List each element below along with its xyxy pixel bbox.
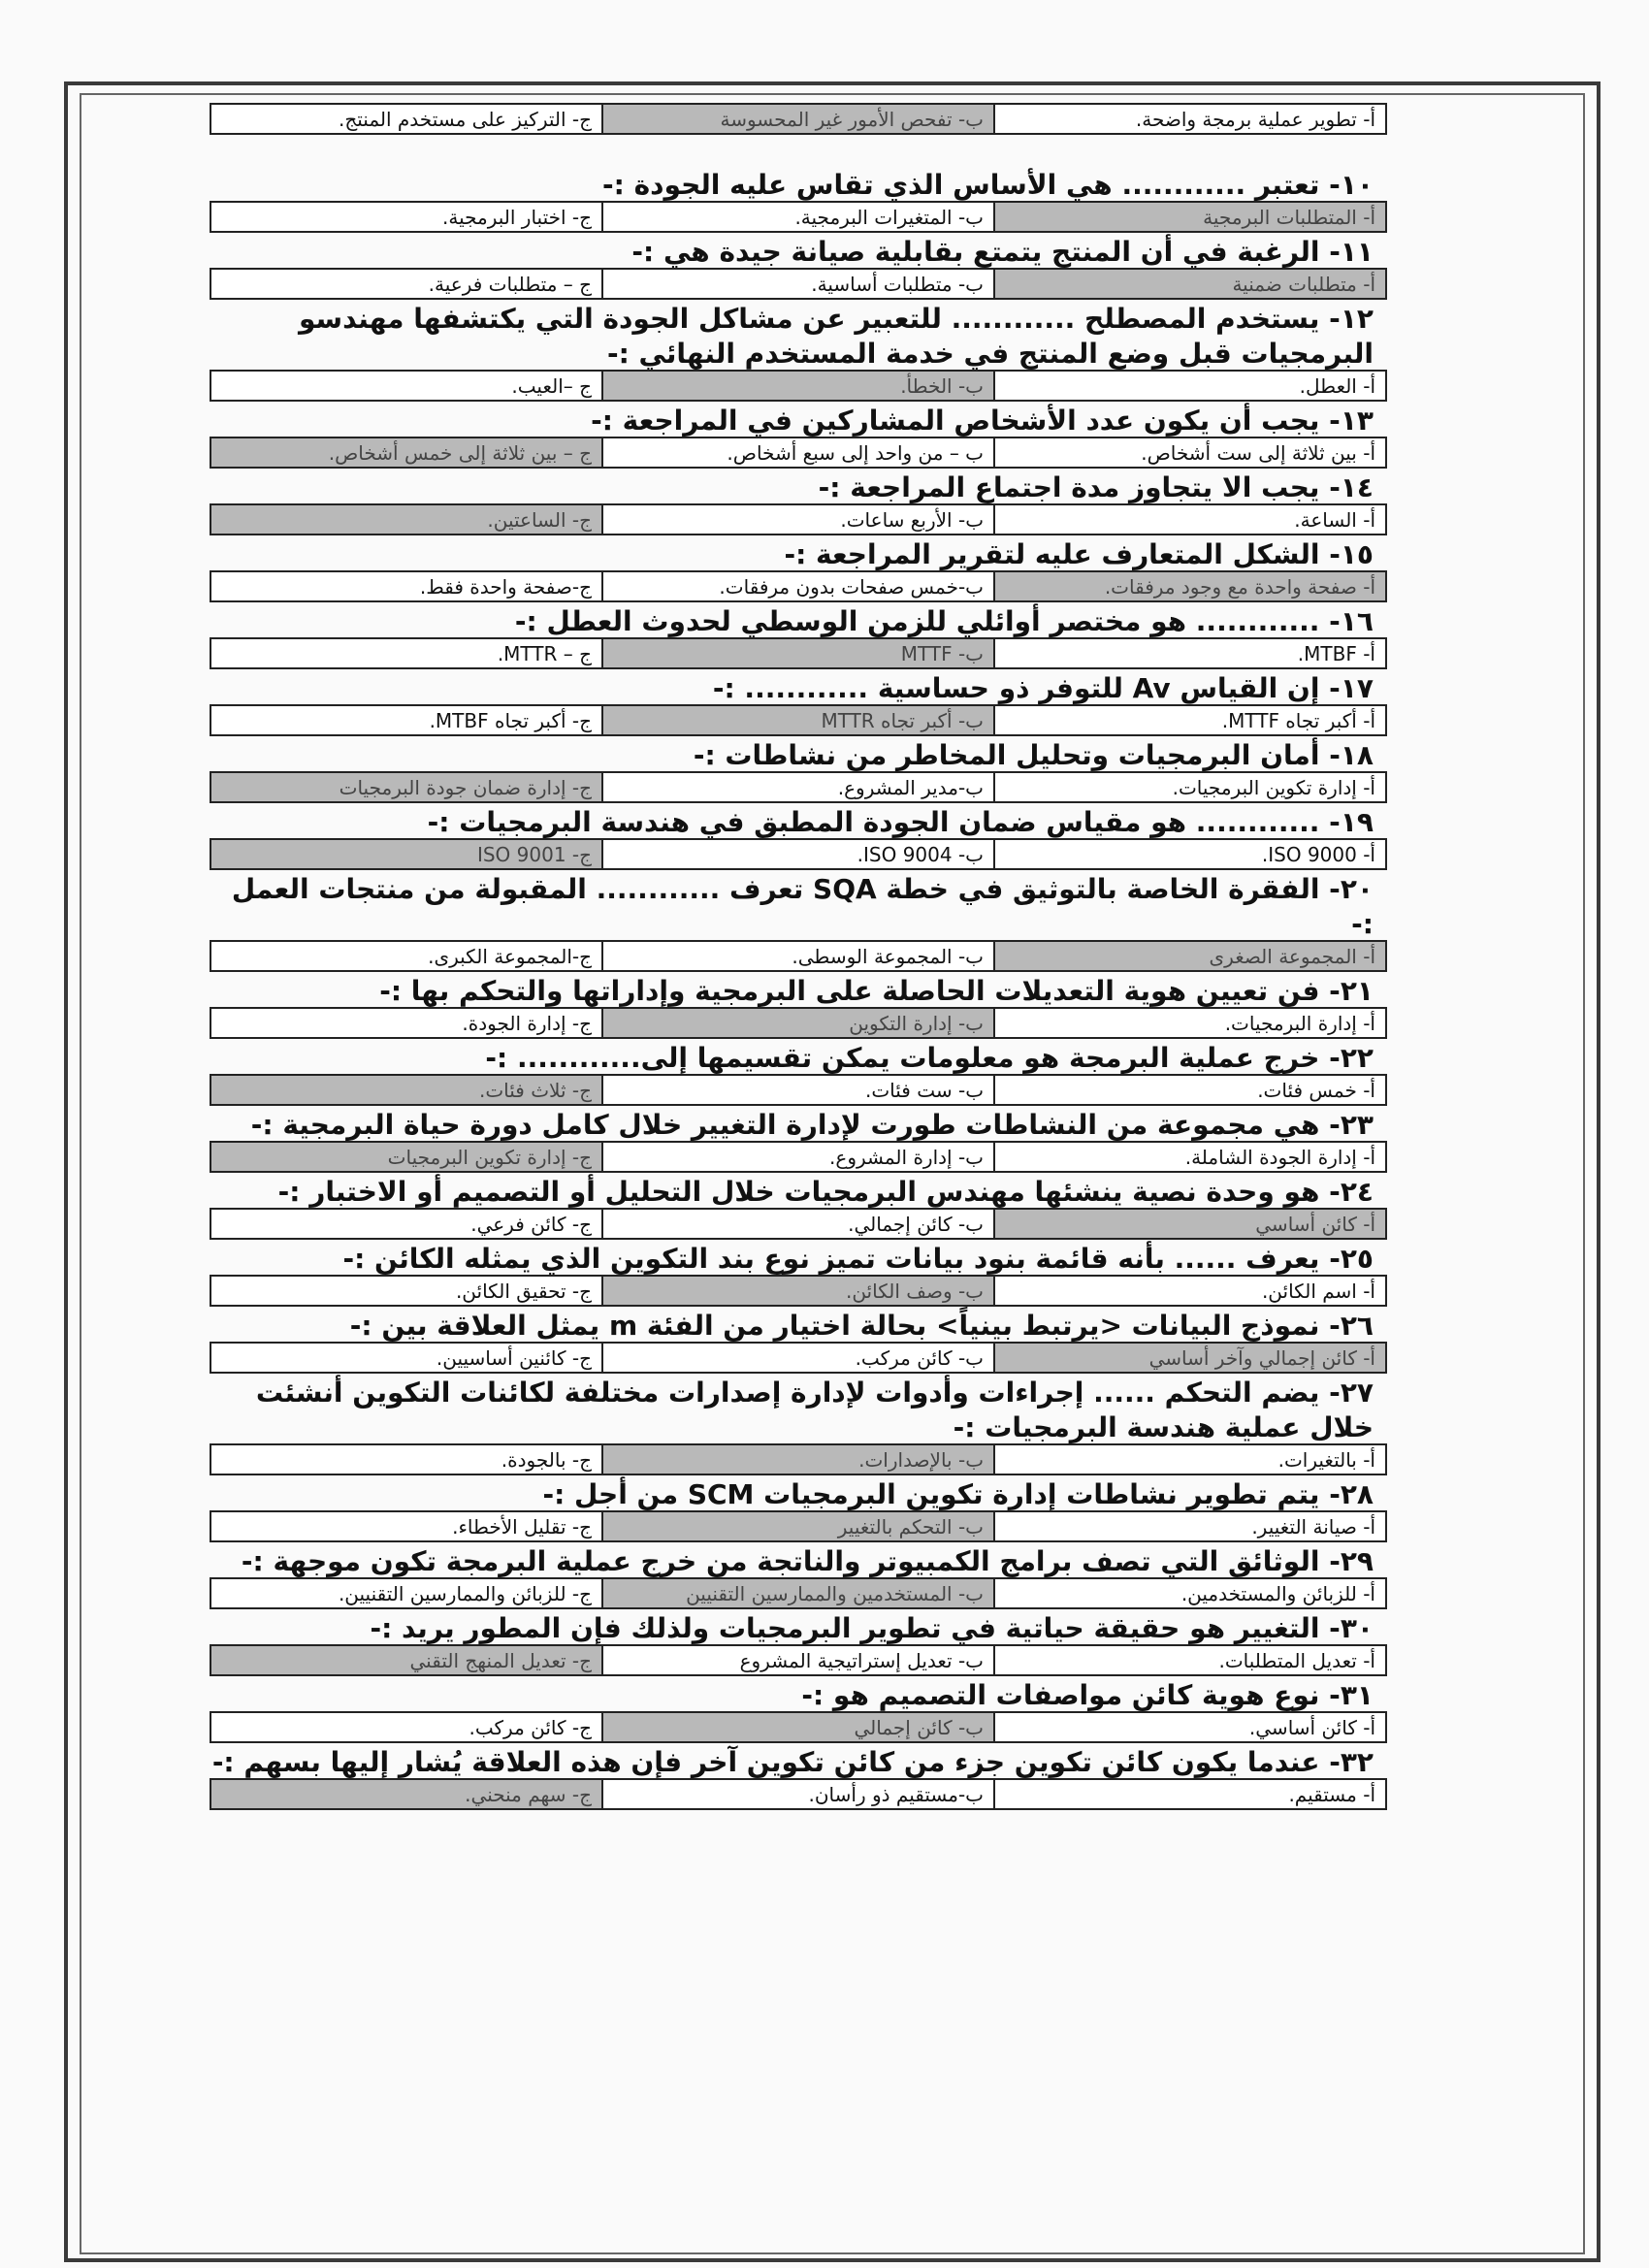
question-text: ٣٢- عندما يكون كائن تكوين جزء من كائن تكوين آخر فإن هذه العلاقة يُشار إليها بسهم :- [211,1746,1374,1778]
answer-option: ج –العيب. [210,370,603,402]
options-table [206,505,1387,535]
question-block [206,1307,1387,1374]
answer-option: أ- مستقيم. [993,1778,1387,1810]
answer-option-highlighted: ج- إدارة ضمان جودة البرمجيات [210,771,603,803]
answer-option: ج- كائنين أساسيين. [210,1342,603,1374]
answer-option: أ- إدارة الجودة الشاملة. [993,1141,1387,1173]
question-text: ٣١- نوع هوية كائن مواصفات التصميم هو :- [801,1679,1374,1711]
answer-option: أ- أكبر تجاه MTTF. [993,704,1387,736]
question-text: ٢٢- خرج عملية البرمجة هو معلومات يمكن تقسيمها إلى............ :- [485,1042,1374,1074]
options-table [206,270,1387,300]
answer-option: أ- بين ثلاثة إلى ست أشخاص. [993,437,1387,469]
answer-option-highlighted: ب- كائن إجمالي [601,1711,995,1743]
answer-option-highlighted: ب- تفحص الأمور غير المحسوسة [601,103,995,135]
question-block [206,1374,1387,1475]
answer-option: ب- المجموعة الوسطى. [601,940,995,972]
options-table [206,840,1387,870]
answer-option-highlighted: ب- الخطأ. [601,370,995,402]
options-table [206,1445,1387,1475]
spacer [206,135,1387,166]
answer-option: ج- التركيز على مستخدم المنتج. [210,103,603,135]
question-block [206,1240,1387,1307]
answer-option: أ- الساعة. [993,503,1387,535]
answer-option: أ- كائن أساسي. [993,1711,1387,1743]
question-block [206,972,1387,1039]
question-text: ١٥- الشكل المتعارف عليه لتقرير المراجعة :- [784,538,1374,570]
answer-option: ج- أكبر تجاه MTBF. [210,704,603,736]
options-table [206,1143,1387,1173]
question-text: ٣٠- التغيير هو حقيقة حياتية في تطوير البرمجيات ولذلك فإن المطور يريد :- [370,1612,1374,1644]
answer-option-highlighted: أ- كائن إجمالي وآخر أساسي [993,1342,1387,1374]
answer-option: أ- العطل. [993,370,1387,402]
options-table [206,1646,1387,1676]
options-table [206,1512,1387,1542]
options-table [206,1579,1387,1609]
question-text: ٢٠- الفقرة الخاصة بالتوثيق في خطة SQA تعرف ............ المقبولة من منتجات العمل :- [231,873,1374,940]
question-text: ١٢- يستخدم المصطلح ............ للتعبير عن مشاكل الجودة التي يكتشفها مهندسو البرمجيات قبل وضع المنتج في خدمة المستخدم النهائي :- [299,303,1374,370]
answer-option-highlighted: أ- المتطلبات البرمجية [993,201,1387,233]
answer-option: ج-المجموعة الكبرى. [210,940,603,972]
answer-option: ج- كائن مركب. [210,1711,603,1743]
answer-option: أ- تطوير عملية برمجة واضحة. [993,103,1387,135]
question-text: ١٤- يجب الا يتجاوز مدة اجتماع المراجعة :- [818,471,1374,503]
question-text: ١٦- ............ هو مختصر أوائلي للزمن الوسطي لحدوث العطل :- [514,605,1374,637]
options-table [206,1780,1387,1810]
answer-option: أ- ISO 9000. [993,838,1387,870]
question-text: ١١- الرغبة في أن المنتج يتمتع بقابلية صيانة جيدة هي :- [631,236,1374,268]
answer-option-highlighted: ج- ISO 9001 [210,838,603,870]
answer-option: ج- إدارة الجودة. [210,1007,603,1039]
answer-option: أ- صيانة التغيير. [993,1510,1387,1542]
question-block [206,1609,1387,1676]
options-table [206,1277,1387,1307]
answer-option-highlighted: ج- تعديل المنهج التقني [210,1644,603,1676]
answer-option-highlighted: ب- وصف الكائن. [601,1275,995,1307]
question-block [206,870,1387,972]
question-text: ٢٣- هي مجموعة من النشاطات طورت لإدارة التغيير خلال كامل دورة حياة البرمجية :- [250,1109,1374,1141]
question-block [206,105,1387,135]
answer-option: ب- كائن مركب. [601,1342,995,1374]
answer-option-highlighted: أ- المجموعة الصغرى [993,940,1387,972]
answer-option-highlighted: ب- المستخدمين والممارسين التقنيين [601,1577,995,1609]
answer-option-highlighted: ج- الساعتين. [210,503,603,535]
question-text: ٢٧- يضم التحكم ...... إجراءات وأدوات لإدارة إصدارات مختلفة لكائنات التكوين أنشئت خلال عملية هندسة البرمجيات :- [255,1377,1374,1443]
answer-option: ج- تقليل الأخطاء. [210,1510,603,1542]
question-block [206,602,1387,669]
answer-option: أ- MTBF. [993,637,1387,669]
answer-option-highlighted: ج – بين ثلاثة إلى خمس أشخاص. [210,437,603,469]
options-table [206,105,1387,135]
question-text: ٢٤- هو وحدة نصية ينشئها مهندس البرمجيات خلال التحليل أو التصميم أو الاختبار :- [277,1176,1374,1208]
question-block [206,1173,1387,1240]
options-table [206,438,1387,469]
answer-option: ب – من واحد إلى سبع أشخاص. [601,437,995,469]
answer-option: ج- بالجودة. [210,1443,603,1475]
answer-option: ج- للزبائن والممارسين التقنيين. [210,1577,603,1609]
question-text: ١٠- تعتبر ............ هي الأساس الذي تقاس عليه الجودة :- [602,169,1374,201]
options-table [206,773,1387,803]
answer-option-highlighted: ج- إدارة تكوين البرمجيات [210,1141,603,1173]
question-block [206,233,1387,300]
options-table [206,203,1387,233]
answer-option-highlighted: أ- صفحة واحدة مع وجود مرفقات. [993,570,1387,602]
answer-option-highlighted: ب- MTTF [601,637,995,669]
answer-option: ب- متطلبات أساسية. [601,268,995,300]
question-block [206,535,1387,602]
answer-option-highlighted: ب- بالإصدارات. [601,1443,995,1475]
options-table [206,1076,1387,1106]
answer-option: ب- تعديل إستراتيجية المشروع [601,1644,995,1676]
options-table [206,1713,1387,1743]
answer-option: ج – متطلبات فرعية. [210,268,603,300]
question-block [206,402,1387,469]
answer-option: ب-مستقيم ذو رأسان. [601,1778,995,1810]
question-block [206,736,1387,803]
question-text: ١٩- ............ هو مقياس ضمان الجودة المطبق في هندسة البرمجيات :- [427,806,1374,838]
answer-option: أ- تعديل المتطلبات. [993,1644,1387,1676]
question-text: ٢٩- الوثائق التي تصف برامج الكمبيوتر والناتجة من خرج عملية البرمجة تكون موجهة :- [241,1545,1374,1577]
answer-option: ج- اختبار البرمجية. [210,201,603,233]
answer-option: أ- اسم الكائن. [993,1275,1387,1307]
question-text: ١٣- يجب أن يكون عدد الأشخاص المشاركين في المراجعة :- [591,405,1374,437]
answer-option: ب- الأربع ساعات. [601,503,995,535]
question-block [206,469,1387,535]
answer-option: أ- بالتغيرات. [993,1443,1387,1475]
question-block [206,300,1387,402]
answer-option: أ- خمس فئات. [993,1074,1387,1106]
options-table [206,706,1387,736]
answer-option: ب-مدير المشروع. [601,771,995,803]
answer-option-highlighted: أ- متطلبات ضمنية [993,268,1387,300]
question-block [206,803,1387,870]
answer-option: ب- إدارة المشروع. [601,1141,995,1173]
answer-option: ب- كائن إجمالي. [601,1208,995,1240]
answer-option: أ- للزبائن والمستخدمين. [993,1577,1387,1609]
answer-option: ج-صفحة واحدة فقط. [210,570,603,602]
question-block [206,1039,1387,1106]
answer-option-highlighted: ب- أكبر تجاه MTTR [601,704,995,736]
question-text: ٢٨- يتم تطوير نشاطات إدارة تكوين البرمجيات SCM من أجل :- [542,1478,1374,1510]
questions-list [206,105,1387,1810]
answer-option: ب-خمس صفحات بدون مرفقات. [601,570,995,602]
answer-option-highlighted: ج- ثلاث فئات. [210,1074,603,1106]
answer-option-highlighted: ج- سهم منحني. [210,1778,603,1810]
question-block [206,1542,1387,1609]
question-text: ١٧- إن القياس Av للتوفر ذو حساسية ............ :- [712,672,1374,704]
question-block [206,669,1387,736]
question-block [206,1676,1387,1743]
options-table [206,639,1387,669]
question-text: ٢١- فن تعيين هوية التعديلات الحاصلة على البرمجية وإداراتها والتحكم بها :- [379,975,1374,1007]
answer-option: ب- ست فئات. [601,1074,995,1106]
options-table [206,1344,1387,1374]
question-text: ٢٦- نموذج البيانات <يرتبط بينياً> بحالة اختيار من الفئة m يمثل العلاقة بين :- [349,1310,1374,1342]
options-table [206,1210,1387,1240]
question-block [206,1475,1387,1542]
question-text: ٢٥- يعرف ...... بأنه قائمة بنود بيانات تميز نوع بند التكوين الذي يمثله الكائن :- [342,1243,1374,1275]
question-block [206,1743,1387,1810]
answer-option: ج – MTTR. [210,637,603,669]
answer-option: أ- إدارة البرمجيات. [993,1007,1387,1039]
answer-option-highlighted: ب- التحكم بالتغيير [601,1510,995,1542]
answer-option: ج- تحقيق الكائن. [210,1275,603,1307]
answer-option-highlighted: أ- كائن أساسي [993,1208,1387,1240]
options-table [206,1009,1387,1039]
answer-option: أ- إدارة تكوين البرمجيات. [993,771,1387,803]
question-block [206,1106,1387,1173]
answer-option: ب- المتغيرات البرمجية. [601,201,995,233]
options-table [206,372,1387,402]
answer-option: ج- كائن فرعي. [210,1208,603,1240]
question-text: ١٨- أمان البرمجيات وتحليل المخاطر من نشاطات :- [693,739,1374,771]
options-table [206,572,1387,602]
question-block [206,166,1387,233]
options-table [206,942,1387,972]
answer-option: ب- ISO 9004. [601,838,995,870]
answer-option-highlighted: ب- إدارة التكوين [601,1007,995,1039]
